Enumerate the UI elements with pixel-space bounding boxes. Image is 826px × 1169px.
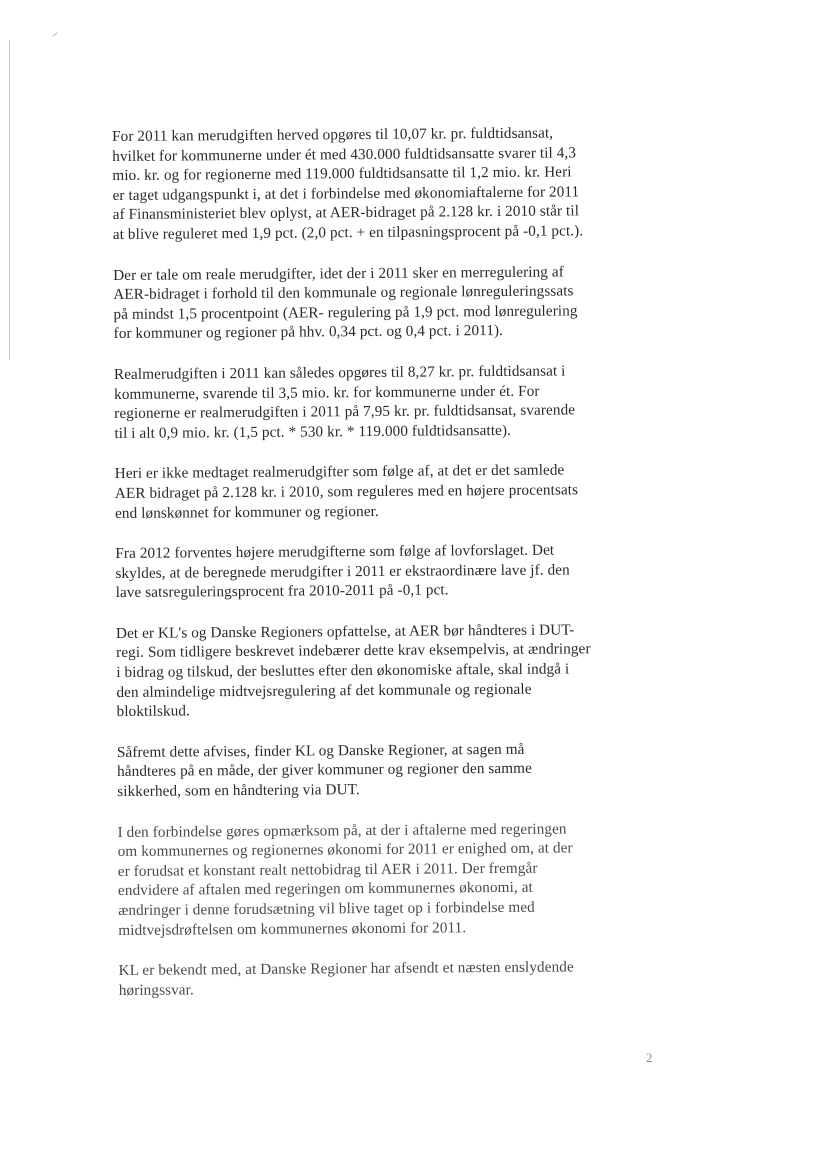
- paragraph-merudgift-2011: [112, 123, 603, 244]
- text-line: midtvejsdrøftelsen om kommunernes økonomi for 2011.: [118, 918, 467, 939]
- paragraph-saafremt: [117, 739, 607, 802]
- text-line: bloktilskud.: [116, 702, 191, 721]
- text-line: af Finansministeriet blev oplyst, at AER-bidraget på 2.128 kr. i 2010 står til: [112, 202, 580, 224]
- paragraph-fra-2012: [115, 540, 605, 603]
- text-line: I den forbindelse gøres opmærksom på, at der i aftalerne med regeringen: [117, 820, 567, 841]
- text-line: i bidrag og tilskud, der besluttes efter den økonomiske aftale, skal indgå i: [116, 660, 570, 682]
- text-line: ændringer i denne forudsætning vil blive taget op i forbindelse med: [118, 898, 535, 919]
- text-line: kommunerne, svarende til 3,5 mio. kr. for kommunerne under ét. For: [114, 382, 540, 403]
- paragraph-forbindelse: [117, 819, 608, 940]
- text-line: skyldes, at de beregnede merudgifter i 2011 er ekstraordinære lave jf. den: [115, 561, 570, 582]
- text-line: lave satsreguleringsprocent fra 2010-2011 på -0,1 pct.: [115, 581, 449, 602]
- text-line: om kommunernes og regionernes økonomi for 2011 er enighed om, at der: [117, 839, 573, 861]
- paragraph-realmerudgift: [114, 361, 605, 443]
- paragraph-reale-merudgifter: [113, 262, 604, 344]
- left-margin-rule: [9, 40, 10, 360]
- text-line: AER-bidraget i forhold til den kommunale og regionale lønreguleringssats: [113, 282, 574, 304]
- text-line: Heri er ikke medtaget realmerudgifter som følge af, at det er det samlede: [114, 461, 565, 483]
- paragraph-dut-regi: [116, 620, 607, 722]
- text-line: AER bidraget på 2.128 kr. i 2010, som reguleres med en højere procentsats: [114, 481, 579, 502]
- text-line: Realmerudgiften i 2011 kan således opgøres til 8,27 kr. pr. fuldtidsansat i: [113, 362, 566, 383]
- text-line: endvidere af aftalen med regeringen om kommunernes økonomi, at: [117, 879, 533, 900]
- text-line: Der er tale om reale merudgifter, idet der i 2011 sker en merregulering af: [113, 263, 564, 284]
- text-line: regionerne er realmerudgiften i 2011 på 7,95 kr. pr. fuldtidsansat, svarende: [114, 401, 576, 423]
- text-line: sikkerhed, som en håndtering via DUT.: [117, 781, 360, 801]
- text-line: mio. kr. og for regionerne med 119.000 fuldtidsansatte til 1,2 mio. kr. Heri: [112, 163, 572, 185]
- text-line: KL er bekendt med, at Danske Regioner har afsendt et næsten enslydende: [118, 958, 574, 980]
- text-line: For 2011 kan merudgiften herved opgøres til 10,07 kr. pr. fuldtidsansat,: [112, 124, 554, 145]
- text-line: høringssvar.: [118, 981, 194, 999]
- text-line: håndteres på en måde, der giver kommuner og regioner den samme: [116, 760, 532, 781]
- text-line: er forudsat et konstant realt nettobidrag til AER i 2011. Der fremgår: [117, 859, 538, 880]
- text-line: hvilket for kommunerne under ét med 430.000 fuldtidsansatte svarer til 4,3: [112, 143, 577, 165]
- text-line: til i alt 0,9 mio. kr. (1,5 pct. * 530 kr. * 119.000 fuldtidsansatte).: [114, 421, 512, 442]
- page-number: 2: [646, 1050, 653, 1065]
- text-line: at blive reguleret med 1,9 pct. (2,0 pct. + en tilpasningsprocent på -0,1 pct.).: [112, 222, 584, 243]
- text-line: er taget udgangspunkt i, at det i forbindelse med økonomiaftalerne for 2011: [112, 183, 580, 204]
- text-line: den almindelige midtvejsregulering af det kommunale og regionale: [116, 680, 532, 701]
- document-body: [112, 123, 609, 1021]
- scan-mark: [52, 32, 57, 36]
- text-line: Det er KL's og Danske Regioners opfattelse, at AER bør håndteres i DUT-: [115, 621, 575, 642]
- text-line: Såfremt dette afvises, finder KL og Danske Regioner, at sagen må: [116, 740, 525, 761]
- text-line: regi. Som tidligere beskrevet indebærer dette krav eksempelvis, at ændringer: [116, 640, 591, 662]
- text-line: for kommuner og regioner på hhv. 0,34 pct. og 0,4 pct. i 2011).: [113, 322, 504, 343]
- paragraph-ikke-medtaget: [115, 460, 605, 523]
- text-line: Fra 2012 forventes højere merudgifterne som følge af lovforslaget. Det: [115, 541, 555, 563]
- paragraph-hoeringssvar: [119, 957, 609, 1000]
- text-line: end lønskønnet for kommuner og regioner.: [114, 502, 379, 522]
- text-line: på mindst 1,5 procentpoint (AER- regulering på 1,9 pct. mod lønregulering: [113, 302, 578, 323]
